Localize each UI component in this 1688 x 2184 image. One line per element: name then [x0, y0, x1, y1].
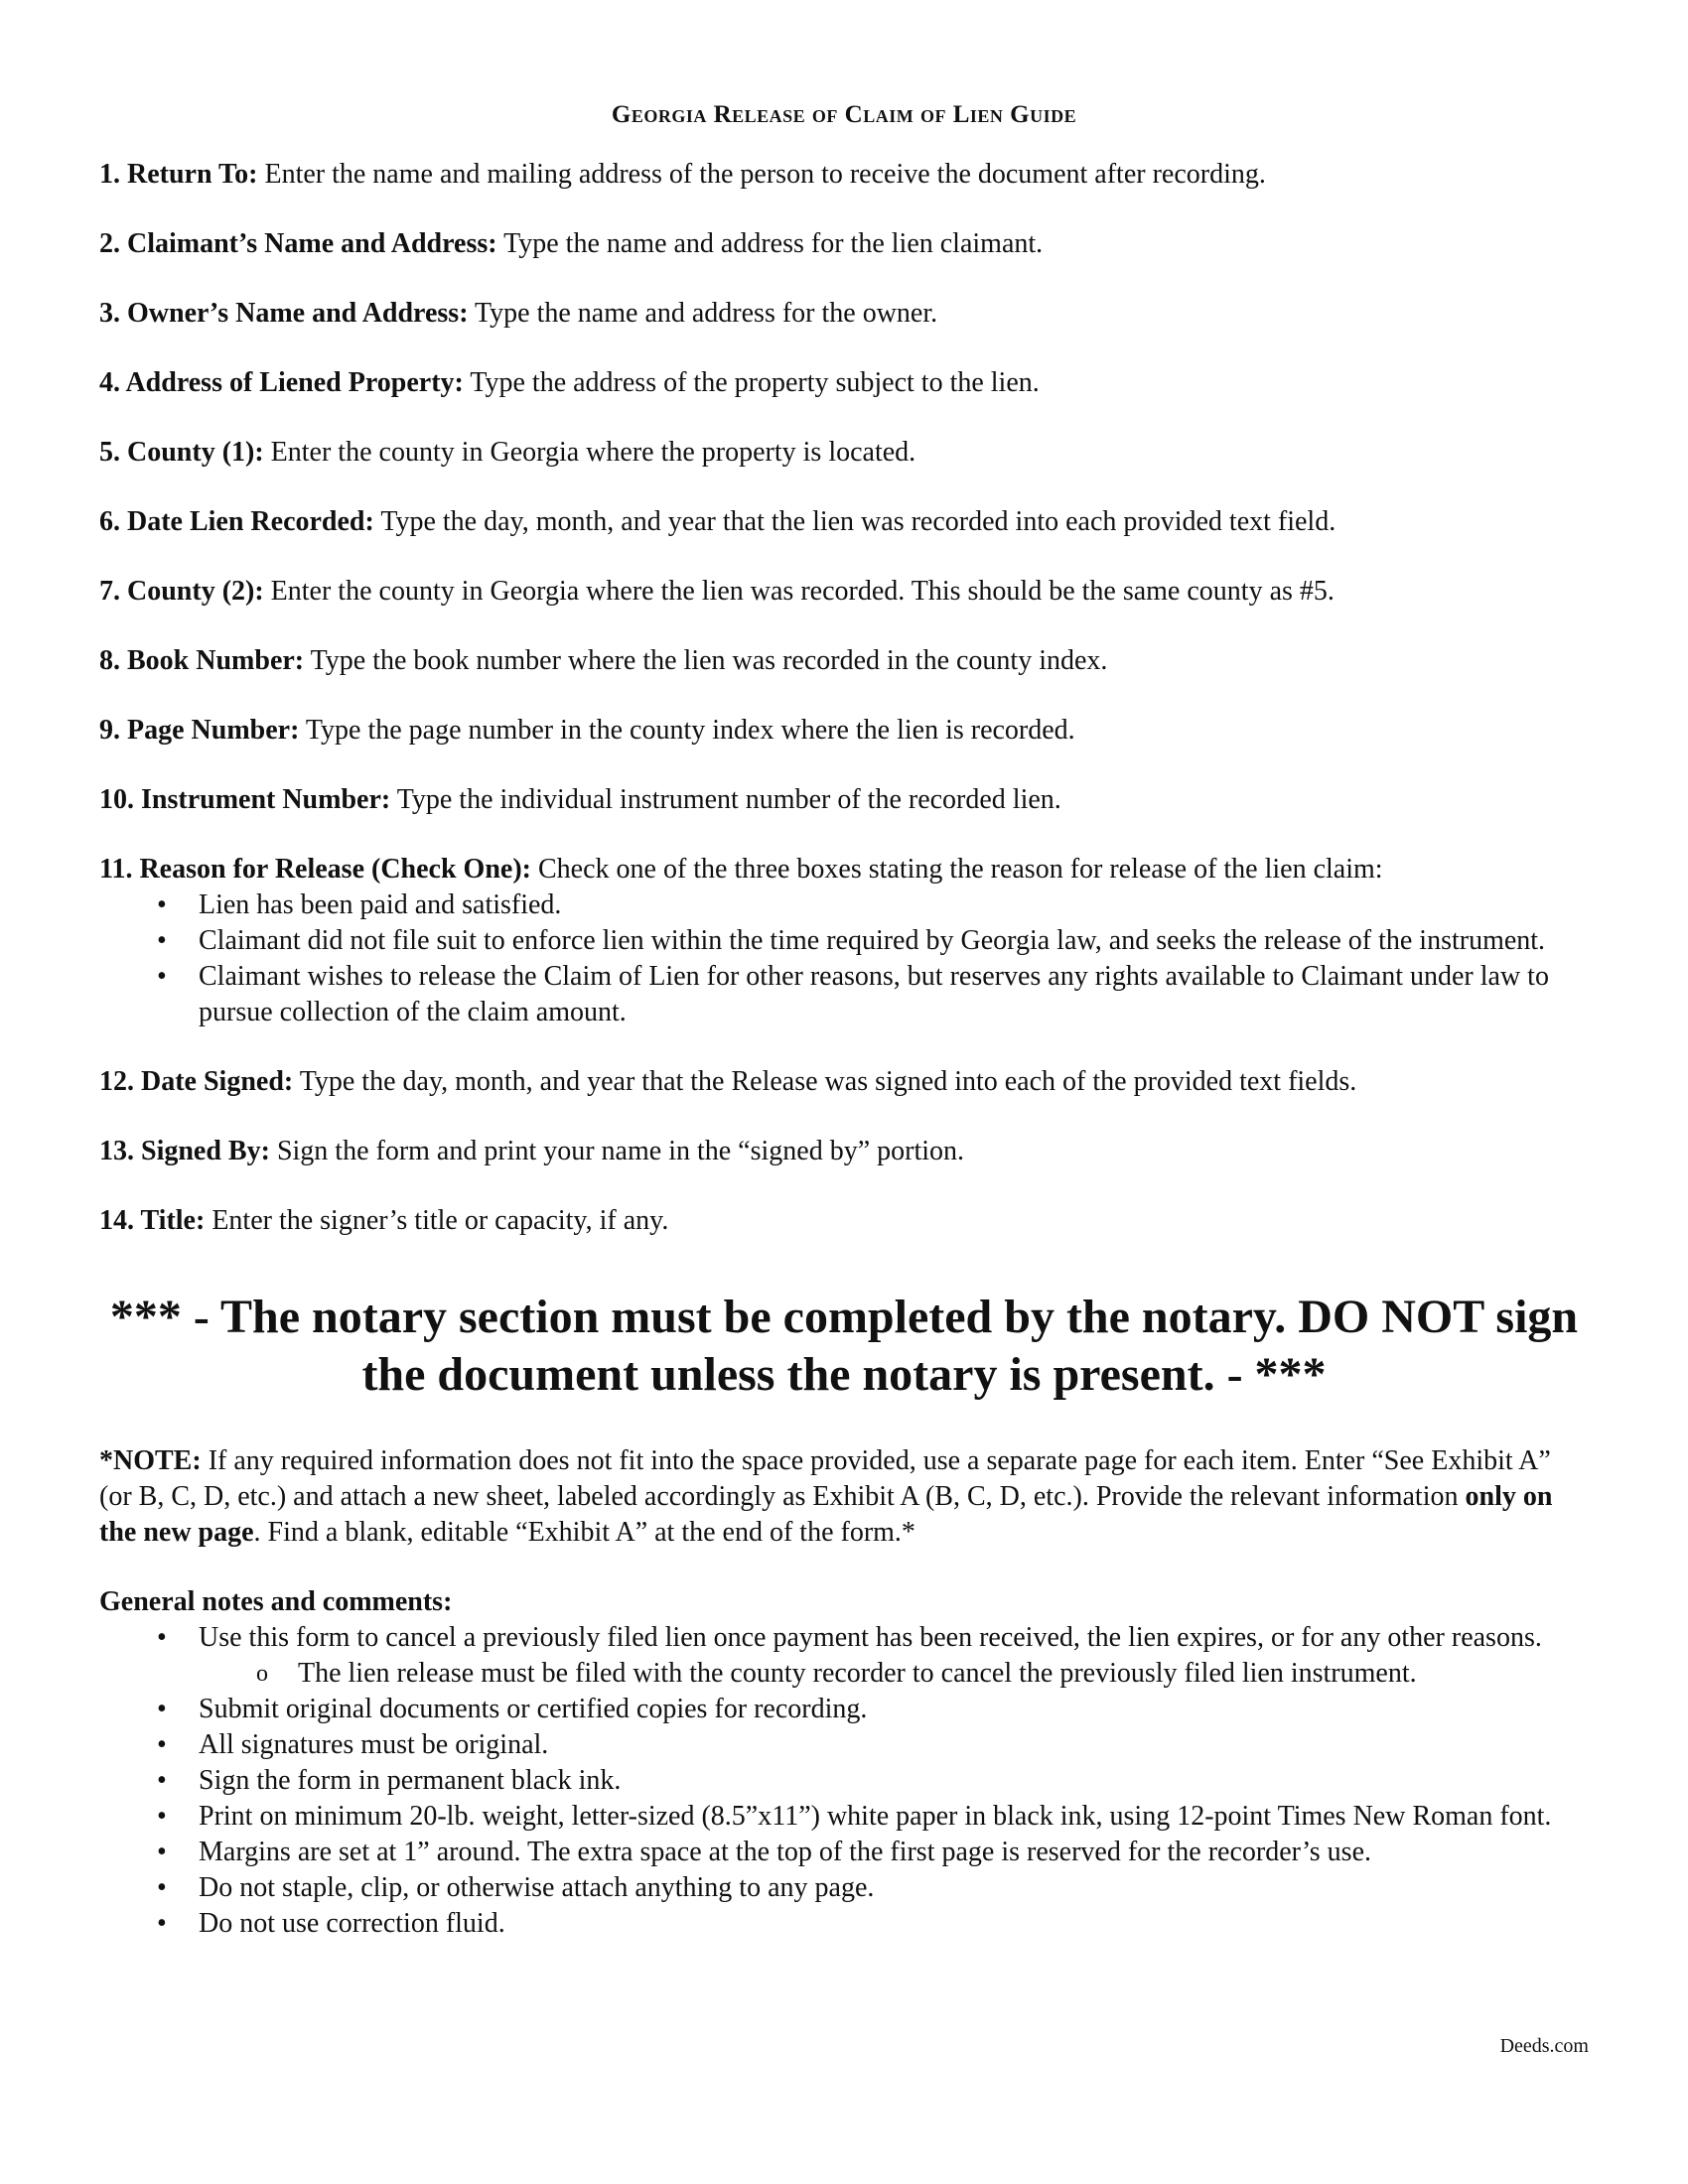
item-label: 4. Address of Liened Property: — [99, 367, 464, 398]
list-item: • Submit original documents or certified copies for recording. — [199, 1692, 1589, 1727]
item-label: 8. Book Number: — [99, 645, 305, 676]
general-notes-heading: General notes and comments: — [99, 1586, 453, 1617]
instruction-item-11 — [99, 852, 1589, 1030]
document-page — [99, 101, 1589, 1942]
list-item — [199, 1620, 1589, 1692]
general-notes-list — [99, 1620, 1589, 1942]
item-text: Type the day, month, and year that the Release was signed into each of the provided text fields. — [293, 1066, 1357, 1097]
instruction-item — [99, 1134, 1589, 1169]
item-text: Type the name and address for the owner. — [468, 298, 938, 329]
instruction-item — [99, 782, 1589, 818]
list-item: • Claimant wishes to release the Claim of Lien for other reasons, but reserves any rights available to Claimant under law to pursue collection of the claim amount. — [199, 959, 1589, 1030]
list-item: • Lien has been paid and satisfied. — [199, 887, 1589, 923]
note-paragraph — [99, 1443, 1589, 1551]
instruction-item — [99, 365, 1589, 401]
instruction-item — [99, 1064, 1589, 1100]
item-text: Type the individual instrument number of the recorded lien. — [390, 784, 1061, 815]
item-label: 12. Date Signed: — [99, 1066, 294, 1097]
instruction-list — [99, 157, 1589, 818]
footer-brand: Deeds.com — [1499, 2035, 1589, 2057]
instruction-item — [99, 1203, 1589, 1239]
note-text-2: . Find a blank, editable “Exhibit A” at the end of the form.* — [253, 1517, 915, 1548]
document-title: Georgia Release of Claim of Lien Guide — [611, 101, 1077, 128]
instruction-item — [99, 435, 1589, 471]
list-item: • Claimant did not file suit to enforce lien within the time required by Georgia law, and seeks the release of the instrument. — [199, 923, 1589, 959]
notary-warning: *** - The notary section must be completed by the notary. DO NOT sign the document unless the notary is present. - *** — [109, 1291, 1579, 1401]
item-label: 3. Owner’s Name and Address: — [99, 298, 469, 329]
item-label: 7. County (2): — [99, 576, 264, 607]
instruction-item — [99, 713, 1589, 749]
instruction-item — [99, 643, 1589, 679]
note-text-1: If any required information does not fit into the space provided, use a separate page for each item. Enter “See Exhibit A” (or B, C, D, etc.) and attach a new sheet, labeled accordingly as Exhibit A (B, C, D, etc.). Provide the relevant information — [99, 1445, 1551, 1512]
list-item: • Print on minimum 20-lb. weight, letter-sized (8.5”x11”) white paper in black ink, using 12-point Times New Roman font. — [199, 1799, 1589, 1835]
item-text: Enter the signer’s title or capacity, if any. — [205, 1205, 669, 1236]
item-text: Sign the form and print your name in the “signed by” portion. — [269, 1136, 965, 1166]
item-text: Enter the county in Georgia where the lien was recorded. This should be the same county as #5. — [263, 576, 1335, 607]
item-text: Type the page number in the county index where the lien is recorded. — [299, 715, 1075, 746]
instruction-list-continued — [99, 1064, 1589, 1239]
item-label: 2. Claimant’s Name and Address: — [99, 228, 497, 259]
list-item-text: Use this form to cancel a previously filed lien once payment has been received, the lien expires, or for any other reasons. — [199, 1622, 1542, 1653]
item-label: 10. Instrument Number: — [99, 784, 391, 815]
item-text: Type the address of the property subject to the lien. — [463, 367, 1040, 398]
list-item: • Sign the form in permanent black ink. — [199, 1763, 1589, 1799]
item-label: 6. Date Lien Recorded: — [99, 506, 374, 537]
instruction-item — [99, 296, 1589, 332]
note-bold: only on the new page — [99, 1481, 1553, 1548]
item-text: Enter the name and mailing address of the person to receive the document after recording. — [257, 159, 1266, 190]
list-item: • Do not staple, clip, or otherwise attach anything to any page. — [199, 1870, 1589, 1906]
list-item: • All signatures must be original. — [199, 1727, 1589, 1763]
item-label: 5. County (1): — [99, 437, 264, 468]
sub-list-item: o The lien release must be filed with the county recorder to cancel the previously filed lien instrument. — [298, 1656, 1589, 1692]
instruction-item — [99, 504, 1589, 540]
instruction-item — [99, 226, 1589, 262]
item-label: 13. Signed By: — [99, 1136, 270, 1166]
item-text: Type the name and address for the lien claimant. — [496, 228, 1044, 259]
item-label: 9. Page Number: — [99, 715, 300, 746]
list-item: • Do not use correction fluid. — [199, 1906, 1589, 1942]
item-label: 11. Reason for Release (Check One): — [99, 854, 531, 885]
instruction-item — [99, 574, 1589, 610]
reason-bullet-list — [99, 887, 1589, 1030]
item-label: 1. Return To: — [99, 159, 258, 190]
item-label: 14. Title: — [99, 1205, 206, 1236]
item-text: Check one of the three boxes stating the reason for release of the lien claim: — [530, 854, 1383, 885]
note-label: *NOTE: — [99, 1445, 202, 1476]
list-item: • Margins are set at 1” around. The extra space at the top of the first page is reserved for the recorder’s use. — [199, 1835, 1589, 1870]
instruction-item — [99, 157, 1589, 193]
item-text: Type the day, month, and year that the lien was recorded into each provided text field. — [373, 506, 1336, 537]
sub-bullet-list — [199, 1656, 1589, 1692]
item-text: Enter the county in Georgia where the property is located. — [263, 437, 916, 468]
item-text: Type the book number where the lien was recorded in the county index. — [304, 645, 1108, 676]
